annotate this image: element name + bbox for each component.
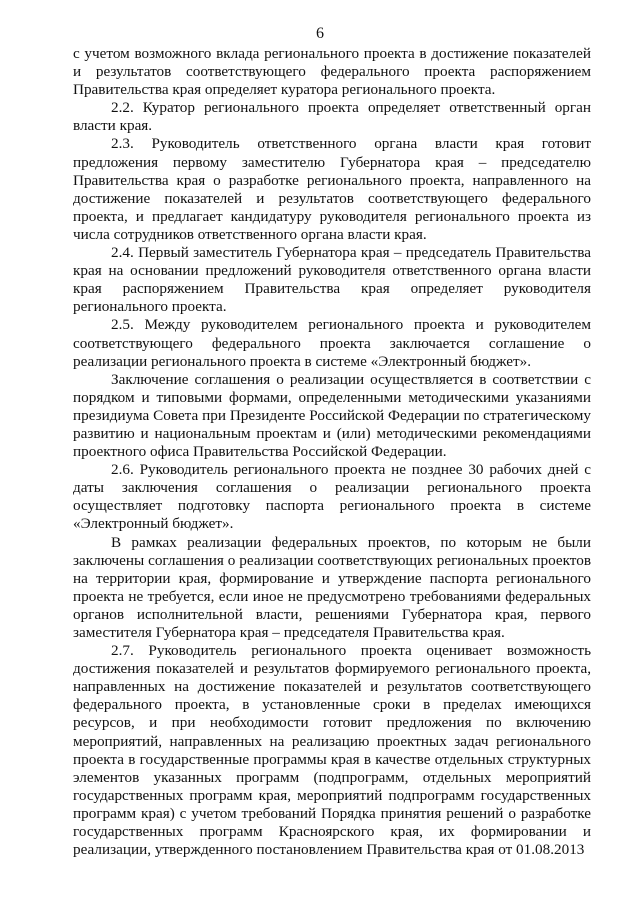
- paragraph-2-6: 2.6. Руководитель регионального проекта не позднее 30 рабочих дней с даты заключения соглашения о реализации регионального проекта осуществляет подготовку паспорта регионального проекта в системе «Электронный бюджет».: [73, 461, 591, 533]
- page-number: 6: [316, 25, 324, 42]
- paragraph-2-2: 2.2. Куратор регионального проекта определяет ответственный орган власти края.: [73, 99, 591, 135]
- paragraph-2-7: 2.7. Руководитель регионального проекта оценивает возможность достижения показателей и результатов формируемого регионального проекта, направленных на достижение показателей и результатов соответствующего федерального проекта, в установленные сроки в пределах имеющихся ресурсов, и при необходимости готовит предложения по включению мероприятий, направленных на реализацию проектных задач регионального проекта в государственные программы края в качестве отдельных структурных элементов указанных программ (подпрограмм, отдельных мероприятий государственных программ края, мероприятий подпрограмм государственных программ края) с учетом требований Порядка принятия решений о разработке государственных программ Красноярского края, их формировании и реализации, утвержденного постановлением Правительства края от 01.08.2013: [73, 642, 591, 859]
- paragraph-2-4: 2.4. Первый заместитель Губернатора края – председатель Правительства края на основании предложений руководителя ответственного органа власти края распоряжением Правительства края определяет руководителя регионального проекта.: [73, 244, 591, 316]
- paragraph-continuation: с учетом возможного вклада регионального проекта в достижение показателей и результатов соответствующего федерального проекта распоряжением Правительства края определяет куратора регионального проекта.: [73, 45, 591, 99]
- paragraph-2-3: 2.3. Руководитель ответственного органа власти края готовит предложения первому заместителю Губернатора края – председателю Правительства края о разработке регионального проекта, направленного на достижение показателей и результатов соответствующего федерального проекта, и предлагает кандидатуру руководителя регионального проекта из числа сотрудников ответственного органа власти края.: [73, 135, 591, 243]
- paragraph-agreement-conclusion: Заключение соглашения о реализации осуществляется в соответствии с порядком и типовыми формами, определенными методическими указаниями президиума Совета при Президенте Российской Федерации по стратегическому развитию и национальным проектам и (или) методическими рекомендациями проектного офиса Правительства Российской Федерации.: [73, 370, 591, 461]
- document-body: [73, 45, 591, 859]
- paragraph-federal-projects: В рамках реализации федеральных проектов, по которым не были заключены соглашения о реализации соответствующих региональных проектов на территории края, формирование и утверждение паспорта регионального проекта не требуется, если иное не предусмотрено требованиями федеральных органов исполнительной власти, решениями Губернатора края, первого заместителя Губернатора края – председателя Правительства края.: [73, 533, 591, 641]
- paragraph-2-5: 2.5. Между руководителем регионального проекта и руководителем соответствующего федерального проекта заключается соглашение о реализации регионального проекта в системе «Электронный бюджет».: [73, 316, 591, 370]
